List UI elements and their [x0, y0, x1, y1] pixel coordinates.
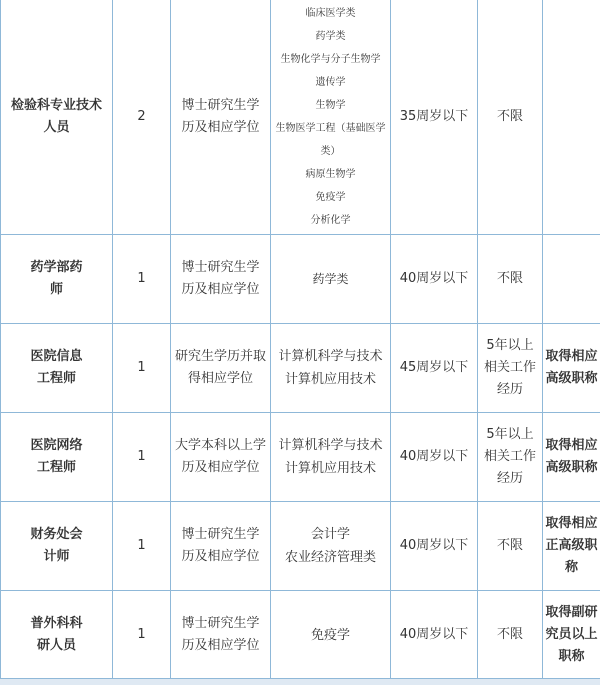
major-item: 生物医学工程（基础医学类） — [273, 117, 388, 163]
major-item: 农业经济管理类 — [273, 546, 388, 569]
major-cell — [271, 0, 391, 235]
major-item: 遗传学 — [273, 71, 388, 94]
major-item: 分析化学 — [273, 209, 388, 232]
position-cell: 检验科专业技术人员 — [1, 0, 113, 235]
note-cell: 取得相应高级职称 — [543, 413, 600, 502]
education-cell: 博士研究生学历及相应学位 — [171, 0, 271, 235]
count-cell: 1 — [113, 235, 171, 324]
major-item: 免疫学 — [273, 186, 388, 209]
education-cell: 博士研究生学历及相应学位 — [171, 502, 271, 591]
age-cell: 40周岁以下 — [391, 235, 478, 324]
major-item: 生物化学与分子生物学 — [273, 48, 388, 71]
count-cell: 1 — [113, 502, 171, 591]
position-cell: 药学部药师 — [1, 235, 113, 324]
experience-cell: 5年以上相关工作经历 — [478, 413, 543, 502]
major-cell — [271, 413, 391, 502]
note-cell — [543, 235, 600, 324]
position-cell: 普外科科研人员 — [1, 591, 113, 680]
age-cell: 40周岁以下 — [391, 502, 478, 591]
major-item: 临床医学类 — [273, 2, 388, 25]
age-cell: 45周岁以下 — [391, 324, 478, 413]
note-cell — [543, 0, 600, 235]
position-cell: 医院网络工程师 — [1, 413, 113, 502]
count-cell: 1 — [113, 324, 171, 413]
age-cell: 35周岁以下 — [391, 0, 478, 235]
table-row — [1, 235, 600, 324]
table-row — [1, 324, 600, 413]
age-cell: 40周岁以下 — [391, 413, 478, 502]
age-cell: 40周岁以下 — [391, 591, 478, 680]
position-cell: 医院信息工程师 — [1, 324, 113, 413]
education-cell: 大学本科以上学历及相应学位 — [171, 413, 271, 502]
major-item: 免疫学 — [273, 624, 388, 647]
table-row — [1, 502, 600, 591]
major-cell — [271, 502, 391, 591]
experience-cell: 5年以上相关工作经历 — [478, 324, 543, 413]
education-cell: 研究生学历并取得相应学位 — [171, 324, 271, 413]
note-cell: 取得相应高级职称 — [543, 324, 600, 413]
major-item: 计算机科学与技术 — [273, 434, 388, 457]
major-item: 药学类 — [273, 267, 388, 291]
table-row — [1, 413, 600, 502]
major-item: 计算机科学与技术 — [273, 345, 388, 368]
table-row — [1, 0, 600, 235]
count-cell: 1 — [113, 413, 171, 502]
experience-cell: 不限 — [478, 235, 543, 324]
position-cell: 财务处会计师 — [1, 502, 113, 591]
table-row — [1, 591, 600, 680]
experience-cell: 不限 — [478, 591, 543, 680]
major-item: 计算机应用技术 — [273, 368, 388, 391]
count-cell: 2 — [113, 0, 171, 235]
major-cell — [271, 235, 391, 324]
experience-cell: 不限 — [478, 0, 543, 235]
count-cell: 1 — [113, 591, 171, 680]
major-cell — [271, 591, 391, 680]
major-item: 病原生物学 — [273, 163, 388, 186]
major-item: 药学类 — [273, 25, 388, 48]
note-cell: 取得副研究员以上职称 — [543, 591, 600, 680]
major-cell — [271, 324, 391, 413]
major-item: 会计学 — [273, 523, 388, 546]
experience-cell: 不限 — [478, 502, 543, 591]
note-cell: 取得相应正高级职称 — [543, 502, 600, 591]
education-cell: 博士研究生学历及相应学位 — [171, 591, 271, 680]
major-item: 计算机应用技术 — [273, 457, 388, 480]
education-cell: 博士研究生学历及相应学位 — [171, 235, 271, 324]
major-item: 生物学 — [273, 94, 388, 117]
